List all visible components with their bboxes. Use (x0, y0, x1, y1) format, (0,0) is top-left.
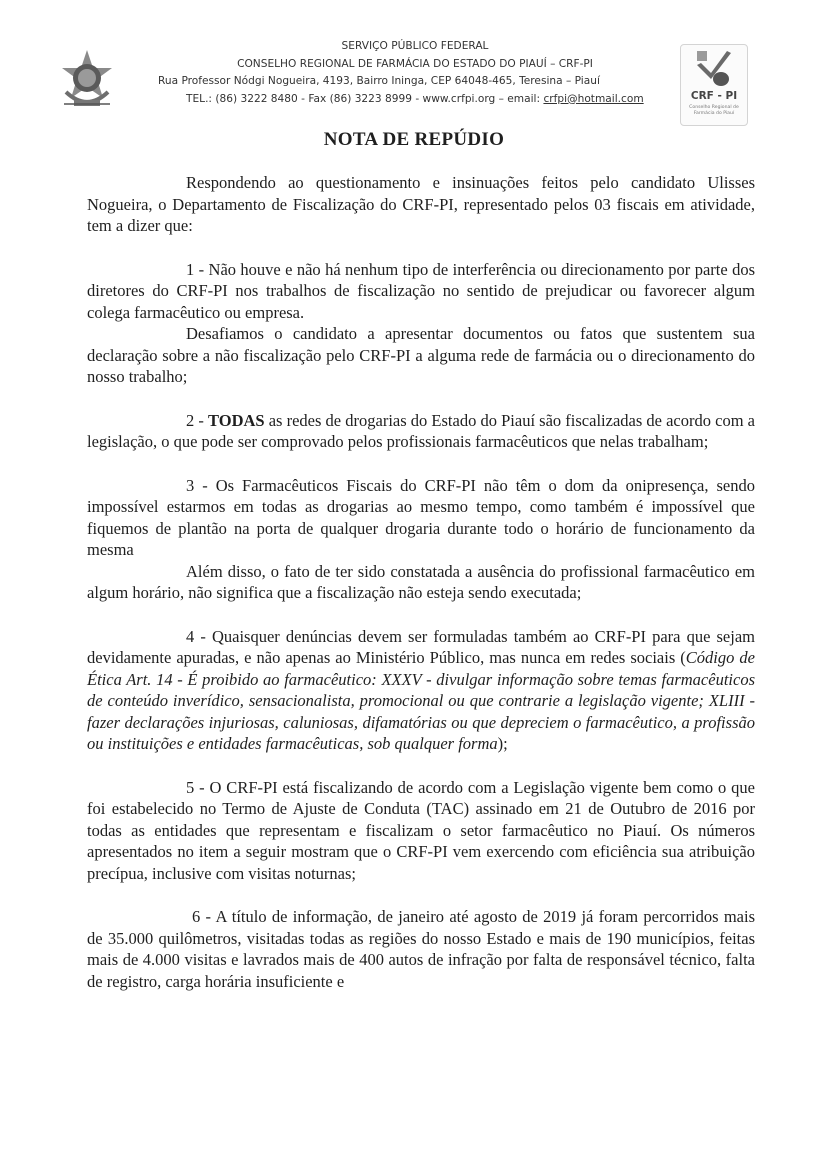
header-line-contact (150, 91, 680, 109)
paragraph-item-1: 1 - Não houve e não há nenhum tipo de interferência ou direcionamento por parte dos diretores do CRF-PI nos trabalhos de fiscalização no sentido de prejudicar ou favorecer algum colega farmacêutico ou empresa. (87, 259, 755, 322)
logo-name: CRF - PI (690, 90, 738, 102)
item-2-text: as redes de drogarias do Estado do Piauí são fiscalizadas de acordo com a legislação, o que pode ser comprovado pelos profissionais farmacêuticos que nelas trabalham; (87, 410, 756, 451)
paragraph-item-6: 6 - A título de informação, de janeiro até agosto de 2019 já foram percorridos mais de 35.000 quilômetros, visitadas todas as regiões do nosso Estado e mais de 190 municípios, feitas mais de 4.000 visitas e lavrados mais de 400 autos de infração por falta de responsável técnico, falta de registro, carga horária insuficiente e (87, 907, 755, 991)
item-4-end: ); (497, 734, 508, 753)
crf-pi-logo (680, 44, 748, 126)
header-line-service: SERVIÇO PÚBLICO FEDERAL (341, 40, 489, 52)
item-4-quote: Código de Ética Art. 14 - É proibido ao farmacêutico: XXXV - divulgar informação sobre temas farmacêuticos de conteúdo inverídico, sensacionalista, promocional ou que contrarie a legislação vigente; XLIII - fazer declarações injuriosas, caluniosas, difamatórias ou que depreciem o farmacêutico, a profissão ou instituições e entidades farmacêuticas, sob qualquer forma (87, 648, 755, 753)
document-body (87, 172, 755, 992)
brazil-coat-of-arms-icon (54, 48, 120, 114)
paragraph-item-5: 5 - O CRF-PI está fiscalizando de acordo com a Legislação vigente bem como o que foi estabelecido no Termo de Ajuste de Conduta (TAC) assinado em 21 de Outubro de 2016 por todas as entidades que representam e fiscalizam o setor farmacêutico no Piauí. Os números apresentados no item a seguir mostram que o CRF-PI vem exercendo com eficiência sua atribuição precípua, inclusive com visitas noturnas; (87, 777, 755, 883)
letterhead-text (150, 38, 680, 108)
header-contact-text: TEL.: (86) 3222 8480 - Fax (86) 3223 8999 - www.crfpi.org – email: (186, 92, 544, 105)
paragraph-item-1b: Desafiamos o candidato a apresentar documentos ou fatos que sustentem sua declaração sobre a não fiscalização pelo CRF-PI a alguma rede de farmácia ou o direcionamento do nosso trabalho; (87, 324, 755, 386)
logo-subtitle: Conselho Regional de Farmácia do Piauí (689, 105, 739, 116)
letterhead (0, 38, 828, 118)
item-2-bold: TODAS (208, 410, 265, 430)
paragraph-item-4 (87, 626, 755, 755)
header-line-address: Rua Professor Nódgi Nogueira, 4193, Bairro Ininga, CEP 64048-465, Teresina – Piauí (158, 75, 600, 87)
item-2-prefix: 2 - (186, 410, 209, 430)
paragraph-item-3b: Além disso, o fato de ter sido constatada a ausência do profissional farmacêutico em algum horário, não significa que a fiscalização não esteja sendo executada; (87, 561, 755, 602)
header-line-council: CONSELHO REGIONAL DE FARMÁCIA DO ESTADO DO PIAUÍ – CRF-PI (237, 57, 593, 70)
paragraph-intro: Respondendo ao questionamento e insinuações feitos pelo candidato Ulisses Nogueira, o Departamento de Fiscalização do CRF-PI, representado pelos 03 fiscais em atividade, tem a dizer que: (87, 173, 755, 235)
crf-pi-logo-icon (693, 49, 735, 89)
paragraph-item-3: 3 - Os Farmacêuticos Fiscais do CRF-PI não têm o dom da onipresença, sendo impossível estarmos em todas as drogarias ao mesmo tempo, como também é impossível que fiquemos de plantão na porta de qualquer drogaria durante todo o horário de funcionamento da mesma (87, 475, 755, 559)
header-email-link[interactable]: crfpi@hotmail.com (543, 92, 644, 105)
paragraph-item-2 (87, 410, 755, 453)
item-4-text: 4 - Quaisquer denúncias devem ser formuladas também ao CRF-PI para que sejam devidamente apuradas, e não apenas ao Ministério Público, mas nunca em redes sociais ( (87, 626, 755, 667)
document-title: NOTA DE REPÚDIO (323, 129, 505, 150)
